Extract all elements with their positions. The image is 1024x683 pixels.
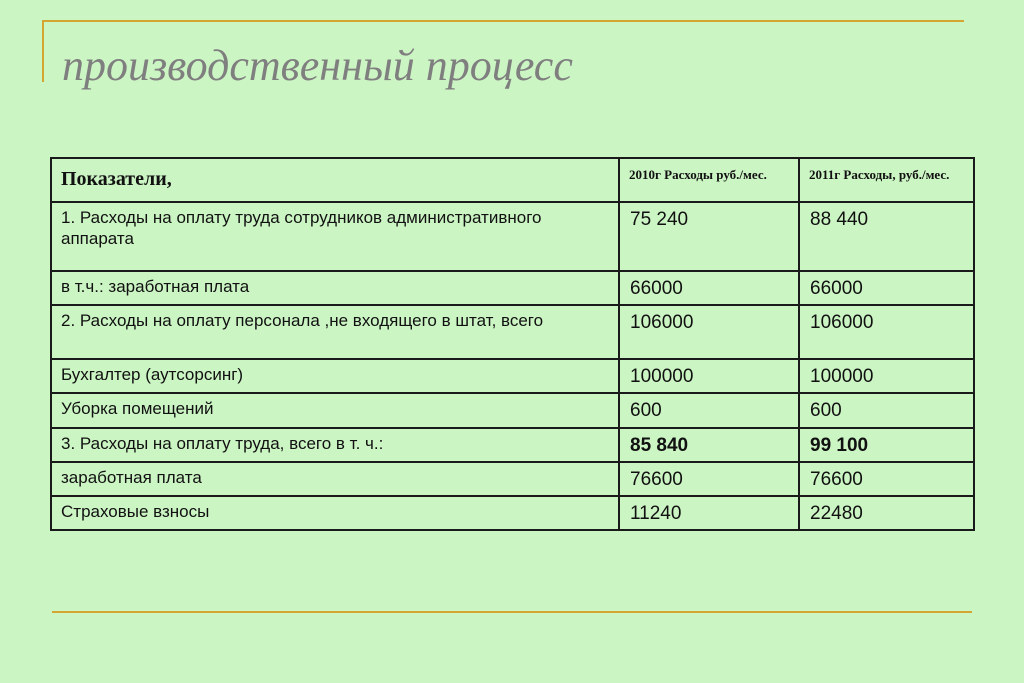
table-row: [51, 202, 974, 271]
table-row: [51, 271, 974, 305]
value-2011: 106000: [799, 305, 974, 359]
value-2010: 66000: [619, 271, 799, 305]
expenses-table: [50, 157, 975, 531]
table-header-row: [51, 158, 974, 202]
table-row: [51, 496, 974, 530]
value-2011: 100000: [799, 359, 974, 393]
value-2010: 600: [619, 393, 799, 427]
value-2011: 99 100: [799, 428, 974, 462]
row-label: заработная плата: [51, 462, 619, 496]
value-2010: 100000: [619, 359, 799, 393]
value-2010: 11240: [619, 496, 799, 530]
table-row: [51, 305, 974, 359]
frame-top-line: [42, 20, 964, 22]
value-2010: 75 240: [619, 202, 799, 271]
row-label: Бухгалтер (аутсорсинг): [51, 359, 619, 393]
table-row: [51, 393, 974, 427]
value-2010: 76600: [619, 462, 799, 496]
value-2011: 88 440: [799, 202, 974, 271]
page-title: производственный процесс: [62, 41, 573, 90]
row-label: в т.ч.: заработная плата: [51, 271, 619, 305]
value-2011: 22480: [799, 496, 974, 530]
row-label: 1. Расходы на оплату труда сотрудников административного аппарата: [51, 202, 619, 271]
header-indicators: Показатели,: [51, 158, 619, 202]
value-2010: 106000: [619, 305, 799, 359]
row-label: Уборка помещений: [51, 393, 619, 427]
frame-bottom-line: [52, 611, 972, 613]
table-row: [51, 359, 974, 393]
table-row: [51, 462, 974, 496]
value-2011: 600: [799, 393, 974, 427]
value-2011: 66000: [799, 271, 974, 305]
value-2010: 85 840: [619, 428, 799, 462]
frame-left-line: [42, 20, 44, 82]
header-2011: 2011г Расходы, руб./мес.: [799, 158, 974, 202]
row-label: 3. Расходы на оплату труда, всего в т. ч.:: [51, 428, 619, 462]
row-label: 2. Расходы на оплату персонала ,не входящего в штат, всего: [51, 305, 619, 359]
value-2011: 76600: [799, 462, 974, 496]
row-label: Страховые взносы: [51, 496, 619, 530]
header-2010: 2010г Расходы руб./мес.: [619, 158, 799, 202]
table-row-total: [51, 428, 974, 462]
